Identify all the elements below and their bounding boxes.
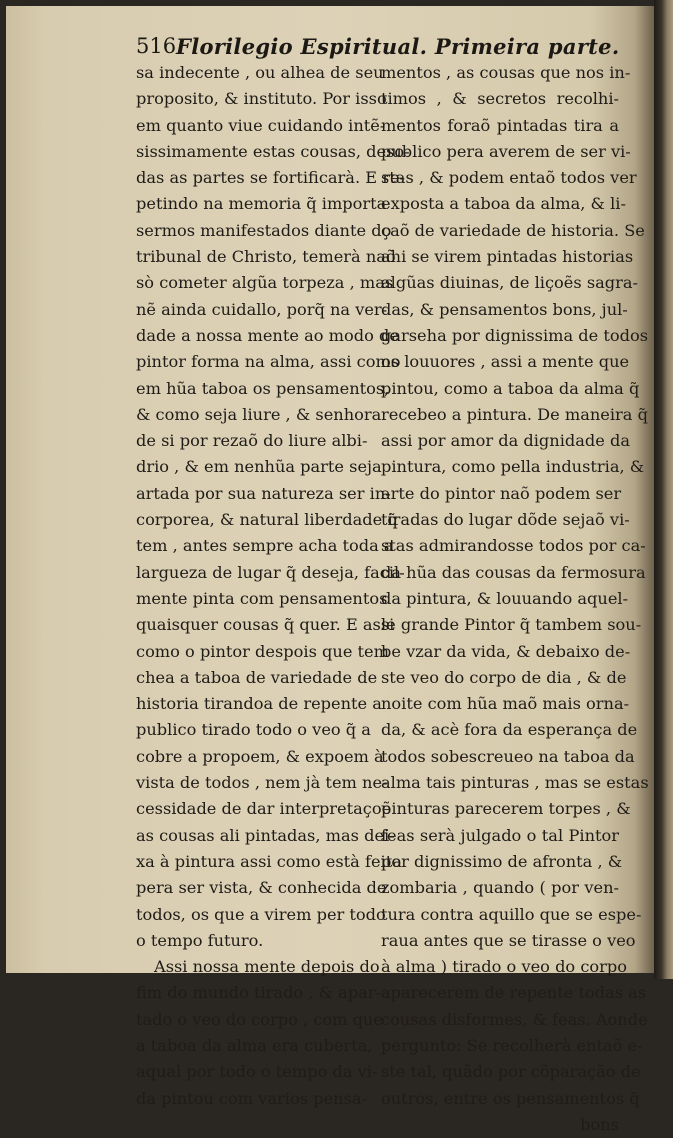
text-line: nẽ ainda cuidallo, porq̃ na ver- (136, 299, 388, 319)
text-line: tem , antes sempre acha toda a (136, 536, 394, 556)
running-title: Florilegio Espiritual. Primeira parte. (176, 34, 620, 59)
text-line: exposta a taboa da alma, & li- (381, 194, 626, 214)
text-line: a taboa da alma era cuberta, (136, 1035, 373, 1055)
text-line: cobre a propoem, & expoem à (136, 746, 384, 766)
text-line: garseha por dignissima de todos (381, 325, 649, 345)
text-line: o tempo futuro. (136, 930, 264, 950)
text-line: arte do pintor naõ podem ser (381, 483, 622, 503)
text-line: publico pera averem de ser vi- (381, 141, 631, 161)
text-line: os louuores , assi a mente que (381, 352, 630, 372)
text-line: noite com hũa maõ mais orna- (381, 694, 630, 714)
text-line: xa à pintura assi como està feita (136, 851, 402, 871)
page-number: 516 (136, 34, 177, 58)
text-line: zombaria , quando ( por ven- (381, 878, 619, 898)
text-line: pintura, como pella industria, & (381, 457, 645, 477)
text-line: le grande Pintor q̃ tambem sou- (381, 615, 642, 635)
text-line: mente pinta com pensamentos (136, 588, 388, 608)
text-line: tura contra aquillo que se espe- (381, 904, 642, 924)
catchword: bons (580, 1114, 619, 1134)
text-line: timos , & secretos recolhi- (381, 89, 619, 109)
text-line: pergunto: Se recolherà entaõ e- (381, 1035, 643, 1055)
text-line: aqual por todo o tempo da vi- (136, 1062, 378, 1082)
text-line: historia tirandoa de repente a (136, 694, 382, 714)
text-line: proposito, & instituto. Por isso (136, 89, 387, 109)
text-line: assi por amor da dignidade da (381, 431, 630, 451)
text-line: tado o veo do corpo , com que (136, 1009, 383, 1029)
text-line: pintor forma na alma, assi como (136, 352, 401, 372)
text-line: à alma ) tirado o veo do corpo (381, 957, 627, 977)
text-line: petindo na memoria q̃ importa (136, 194, 387, 214)
text-line: por dignissimo de afronta , & (381, 851, 623, 871)
text-line: Assi nossa mente depois do (154, 957, 380, 977)
text-line: sò cometer algũa torpeza , mas (136, 273, 394, 293)
text-line: & como seja liure , & senhora (136, 404, 382, 424)
text-line: sermos manifestados diante do (136, 220, 392, 240)
text-line: das, & pensamentos bons, jul- (381, 299, 628, 319)
text-line: be vzar da vida, & debaixo de- (381, 641, 631, 661)
text-line: pintou, como a taboa da alma q̃ (381, 378, 640, 398)
right-text-column (381, 60, 649, 1138)
text-line: pera ser vista, & conhecida de (136, 878, 387, 898)
next-page-edge (654, 0, 673, 979)
text-line: cousas disformes, & feas. Aonde (381, 1009, 648, 1029)
text-line: todos sobescreueo na taboa da (381, 746, 635, 766)
text-line: da hũa das cousas da fermosura (381, 562, 646, 582)
text-line: stas admirandosse todos por ca- (381, 536, 646, 556)
text-line: stas , & podem entaõ todos ver (381, 168, 637, 188)
text-line: drio , & em nenhũa parte seja (136, 457, 382, 477)
text-line: outros, entre os pensamentos q̃ (381, 1088, 640, 1108)
text-line: largueza de lugar q̃ deseja, facil- (136, 562, 405, 582)
text-line: artada por sua natureza ser in- (136, 483, 391, 503)
text-line: tiradas do lugar dõde sejaõ vi- (381, 510, 630, 530)
text-line: fim do mundo tirado , & apar- (136, 983, 382, 1003)
text-line: tribunal de Christo, temerà naõ (136, 247, 396, 267)
text-line: quaisquer cousas q̃ quer. E assi (136, 615, 395, 635)
text-line: sissimamente estas cousas, deso- (136, 141, 410, 161)
text-line: aparecerem de repente todas as (381, 983, 647, 1003)
text-line: mentos , as cousas que nos in- (381, 63, 631, 82)
text-line: feas serà julgado o tal Pintor (381, 825, 619, 845)
text-line: sa indecente , ou alhea de seu (136, 63, 384, 82)
text-line: çaõ de variedade de historia. Se (381, 220, 645, 240)
text-line: ste veo do corpo de dia , & de (381, 667, 627, 687)
text-line: publico tirado todo o veo q̃ a (136, 720, 371, 740)
text-line: mentos foraõ pintadas tira a (381, 115, 619, 135)
text-line: vista de todos , nem jà tem ne- (136, 773, 388, 793)
text-line: raua antes que se tirasse o veo (381, 930, 636, 950)
text-line: dade a nossa mente ao modo de (136, 325, 399, 345)
text-line: em hũa taboa os pensamentos, (136, 378, 390, 398)
text-line: as cousas ali pintadas, mas dei- (136, 825, 395, 845)
text-line: da pintura, & louuando aquel- (381, 588, 629, 608)
text-line: da pintou com varios pensa- (136, 1088, 367, 1108)
text-line: da, & acè fora da esperança de (381, 720, 638, 740)
text-line: de si por rezaõ do liure albi- (136, 431, 368, 451)
text-line: ste tal, quãdo por cõparação de (381, 1062, 641, 1082)
text-line: pinturas parecerem torpes , & (381, 799, 631, 819)
text-line: algũas diuinas, de liçoẽs sagra- (381, 273, 639, 293)
text-line: recebeo a pintura. De maneira q̃ (381, 404, 648, 424)
text-line: em quanto viue cuidando intẽ- (136, 115, 386, 135)
text-line: todos, os que a virem per todo (136, 904, 386, 924)
text-line: corporea, & natural liberdade q̃ (136, 510, 398, 530)
text-line: cessidade de dar interpretaçoẽ (136, 799, 392, 819)
text-line: chea a taboa de variedade de (136, 667, 378, 687)
left-text-column (136, 60, 410, 1112)
text-line: das as partes se fortificarà. E re- (136, 168, 405, 188)
text-line: ahi se virem pintadas historias (381, 247, 634, 267)
text-line: como o pintor despois que tem (136, 641, 389, 661)
text-line: alma tais pinturas , mas se estas (381, 773, 649, 793)
